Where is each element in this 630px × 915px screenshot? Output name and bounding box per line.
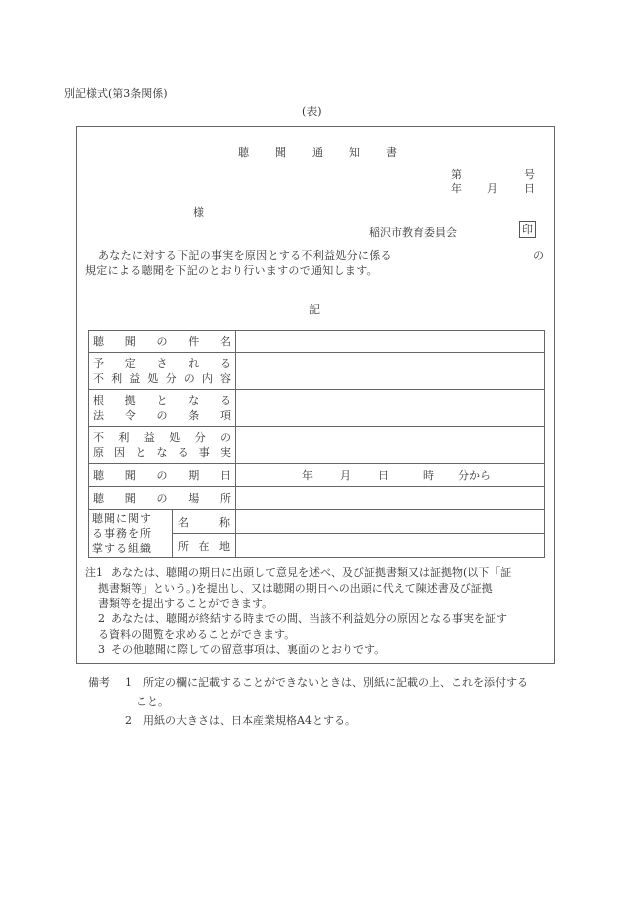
row-value-legal-basis[interactable] bbox=[236, 390, 545, 427]
date-year: 年 bbox=[451, 182, 462, 195]
label-char: 在 bbox=[198, 539, 210, 553]
label-char: さ bbox=[156, 357, 168, 370]
label-char: 期 bbox=[188, 468, 200, 482]
label-char: の bbox=[156, 409, 168, 422]
label-char: な bbox=[156, 446, 168, 459]
org-value-address[interactable] bbox=[236, 534, 545, 558]
row-label-subject bbox=[89, 331, 236, 353]
seal-mark: 印 bbox=[519, 221, 536, 238]
document-title bbox=[238, 144, 397, 160]
label-char: 実 bbox=[219, 446, 231, 459]
title-char: 聴 bbox=[238, 146, 249, 159]
label-char: 不 bbox=[93, 431, 104, 444]
remark-1-line-1: 所定の欄に記載することができないときは、別紙に記載の上、これを添付する bbox=[143, 676, 528, 689]
label-char: 令 bbox=[124, 409, 136, 422]
remarks-label: 備考 bbox=[88, 676, 110, 689]
label-char: 益 bbox=[129, 372, 141, 385]
row-label-planned-disposition bbox=[89, 353, 236, 390]
label-char: 聴 bbox=[93, 468, 104, 482]
label-char: と bbox=[156, 394, 168, 407]
label-char: 処 bbox=[169, 431, 181, 444]
title-char: 通 bbox=[312, 146, 323, 159]
label-char: 名 bbox=[178, 515, 189, 529]
label-char: 益 bbox=[143, 431, 155, 444]
table-row bbox=[89, 510, 545, 534]
body-line-1: あなたに対する下記の事実を原因とする不利益処分に係る bbox=[98, 249, 392, 262]
org-label-line: る事務を所 bbox=[92, 527, 152, 540]
title-char: 聞 bbox=[275, 146, 286, 159]
title-char: 知 bbox=[349, 146, 360, 159]
hearing-details-table bbox=[88, 330, 545, 558]
label-char: の bbox=[219, 431, 231, 444]
note-1-line-1: あなたは、聴聞の期日に出頭して意見を述べ、及び証拠書類又は証拠物(以下「証 bbox=[111, 566, 512, 579]
date-unit-year: 年 bbox=[302, 469, 313, 482]
label-char: れ bbox=[188, 357, 200, 370]
note-3-prefix: 3 bbox=[98, 643, 105, 656]
label-char: 項 bbox=[220, 409, 231, 422]
label-char: 場 bbox=[188, 491, 200, 505]
note-1-line-3: 書類等を提出することができます。 bbox=[98, 597, 274, 610]
label-char: の bbox=[156, 335, 168, 348]
remark-2-prefix: 2 bbox=[125, 714, 132, 727]
date-unit-minute: 分から bbox=[458, 469, 491, 482]
date-unit-hour: 時 bbox=[423, 469, 434, 482]
label-char: 聞 bbox=[124, 468, 136, 482]
label-char: な bbox=[188, 394, 200, 407]
ki-heading: 記 bbox=[309, 303, 320, 316]
label-char: 件 bbox=[188, 335, 200, 348]
note-1-line-2: 拠書類等」という。)を提出し、又は聴聞の期日への出頭に代えて陳述書及び証拠 bbox=[98, 582, 493, 595]
remark-1-line-2: こと。 bbox=[136, 695, 169, 708]
label-char: 因 bbox=[114, 446, 126, 459]
label-char: 名 bbox=[220, 335, 231, 348]
row-label-hearing-date bbox=[89, 464, 236, 487]
side-indicator: (表) bbox=[302, 105, 322, 118]
row-label-hearing-place bbox=[89, 487, 236, 510]
label-char: 称 bbox=[219, 515, 230, 529]
date-unit-day: 日 bbox=[378, 469, 389, 482]
label-char: 拠 bbox=[124, 394, 136, 407]
org-label-line: 聴聞に関す bbox=[92, 512, 152, 525]
label-char: 分 bbox=[165, 372, 177, 385]
row-value-hearing-date[interactable] bbox=[236, 464, 545, 487]
row-value-subject[interactable] bbox=[236, 331, 545, 353]
remark-2-line-1: 用紙の大きさは、日本産業規格A4とする。 bbox=[143, 714, 356, 727]
org-sub-label-name bbox=[173, 510, 236, 534]
label-char: 条 bbox=[188, 409, 200, 422]
table-row bbox=[89, 390, 545, 427]
form-reference: 別記様式(第3条関係) bbox=[64, 87, 168, 100]
label-char: と bbox=[135, 446, 147, 459]
number-prefix: 第 bbox=[451, 168, 462, 181]
note-2-line-2: る資料の閲覧を求めることができます。 bbox=[98, 628, 296, 641]
label-char: 聴 bbox=[93, 335, 104, 348]
body-line-2: 規定による聴聞を下記のとおり行いますので通知します。 bbox=[85, 264, 378, 277]
label-char: る bbox=[220, 394, 231, 407]
label-char: 聞 bbox=[124, 335, 136, 348]
org-label-line: 掌する組織 bbox=[92, 542, 152, 555]
label-char: 法 bbox=[93, 409, 104, 422]
date-day: 日 bbox=[524, 182, 535, 195]
label-char: 利 bbox=[111, 372, 123, 385]
label-char: 根 bbox=[93, 394, 104, 407]
table-row bbox=[89, 353, 545, 390]
title-char: 書 bbox=[386, 146, 397, 159]
table-row bbox=[89, 331, 545, 353]
label-char: る bbox=[220, 357, 231, 370]
label-char: 内 bbox=[201, 372, 213, 385]
row-value-hearing-place[interactable] bbox=[236, 487, 545, 510]
label-char: 容 bbox=[219, 372, 231, 385]
date-unit-month: 月 bbox=[340, 469, 351, 482]
remark-1-prefix: 1 bbox=[125, 676, 132, 689]
label-char: 予 bbox=[93, 357, 104, 370]
issuer-name: 稲沢市教育委員会 bbox=[369, 226, 457, 239]
note-2-prefix: 2 bbox=[98, 612, 105, 625]
table-row bbox=[89, 464, 545, 487]
label-char: の bbox=[183, 372, 195, 385]
label-char: 日 bbox=[220, 468, 231, 482]
label-char: 利 bbox=[118, 431, 130, 444]
label-char: 不 bbox=[93, 372, 104, 385]
row-label-cause-facts bbox=[89, 427, 236, 464]
addressee-suffix: 様 bbox=[193, 206, 204, 219]
row-label-organization bbox=[89, 510, 173, 558]
note-1-prefix: 注1 bbox=[85, 566, 103, 579]
label-char: の bbox=[156, 491, 168, 505]
org-value-name[interactable] bbox=[236, 510, 545, 534]
label-char: る bbox=[177, 446, 189, 459]
table-row bbox=[89, 487, 545, 510]
label-char: 所 bbox=[178, 539, 189, 553]
date-month: 月 bbox=[487, 182, 498, 195]
number-suffix: 号 bbox=[524, 168, 535, 181]
org-sub-label-address bbox=[173, 534, 236, 558]
label-char: 処 bbox=[147, 372, 159, 385]
label-char: 事 bbox=[198, 446, 210, 459]
row-label-legal-basis bbox=[89, 390, 236, 427]
table-row bbox=[89, 427, 545, 464]
label-char: 聞 bbox=[124, 491, 136, 505]
label-char: 定 bbox=[124, 357, 136, 370]
label-char: 分 bbox=[194, 431, 206, 444]
label-char: 所 bbox=[220, 491, 231, 505]
label-char: 原 bbox=[93, 446, 104, 459]
body-line-1-end: の bbox=[533, 249, 544, 262]
row-value-cause-facts[interactable] bbox=[236, 427, 545, 464]
label-char: 地 bbox=[219, 539, 230, 553]
label-char: の bbox=[156, 468, 168, 482]
note-3-line-1: その他聴聞に際しての留意事項は、裏面のとおりです。 bbox=[111, 643, 386, 656]
row-value-planned-disposition[interactable] bbox=[236, 353, 545, 390]
note-2-line-1: あなたは、聴聞が終結する時までの間、当該不利益処分の原因となる事実を証す bbox=[111, 612, 507, 625]
label-char: 聴 bbox=[93, 491, 104, 505]
